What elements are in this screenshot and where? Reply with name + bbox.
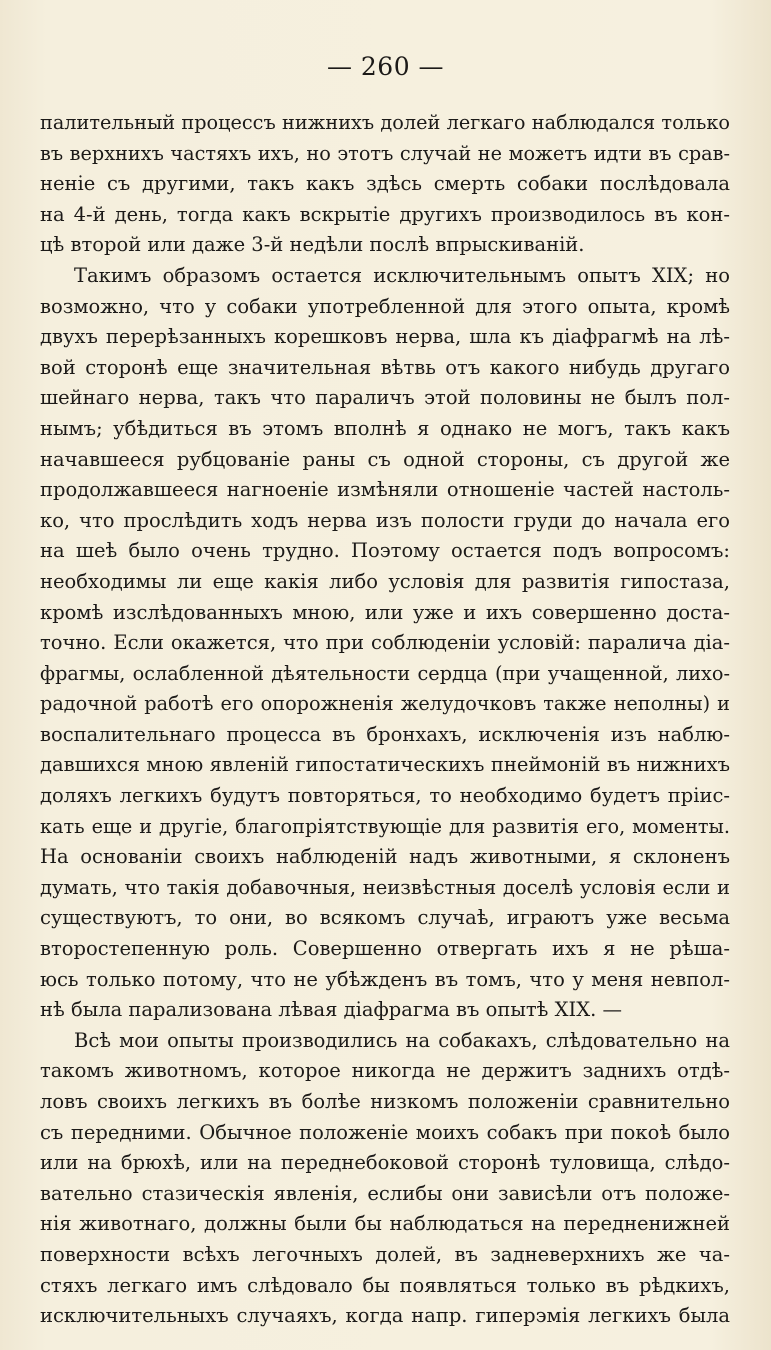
text-line: нѣ была парализована лѣвая діафрагма въ опытѣ XIX. — — [40, 998, 622, 1022]
text-line: такомъ животномъ, которое никогда не держитъ заднихъ отдѣ- — [40, 1059, 730, 1083]
text-line: въ верхнихъ частяхъ ихъ, но этотъ случай не можетъ идти въ срав- — [40, 141, 730, 165]
text-line: ловъ своихъ легкихъ въ болѣе низкомъ положеніи сравнительно — [40, 1090, 730, 1113]
text-line: вательно стазическія явленія, еслибы они зависѣли отъ положе- — [40, 1181, 730, 1205]
text-line: ко, что прослѣдить ходъ нерва изъ полости груди до начала его — [40, 508, 730, 532]
text-line: нія животнаго, должны были бы наблюдаться на передненижней — [40, 1212, 730, 1236]
text-line: продолжавшееся нагноеніе измѣняли отношеніе частей настоль- — [40, 478, 730, 502]
text-line: кромѣ изслѣдованныхъ мною, или уже и ихъ совершенно доста- — [40, 600, 730, 624]
text-line: съ передними. Обычное положеніе моихъ собакъ при покоѣ было — [40, 1120, 730, 1144]
paragraph — [40, 261, 730, 1026]
text-line: существуютъ, то они, во всякомъ случаѣ, играютъ уже весьма — [40, 906, 730, 930]
text-line: палительный процессъ нижнихъ долей легкаго наблюдался только — [40, 111, 730, 134]
text-line: стяхъ легкаго имъ слѣдовало бы появляться только въ рѣдкихъ, — [40, 1273, 730, 1297]
text-line: цѣ второй или даже 3-й недѣли послѣ впрыскиваній. — [40, 233, 585, 257]
paragraph — [40, 108, 730, 261]
text-line: воспалительнаго процесса въ бронхахъ, исключенія изъ наблю- — [40, 722, 730, 746]
text-line: второстепенную роль. Совершенно отвергать ихъ я не рѣша- — [40, 937, 730, 961]
text-line: нымъ; убѣдиться въ этомъ вполнѣ я однако не могъ, такъ какъ — [40, 416, 730, 440]
text-line: Такимъ образомъ остается исключительнымъ опытъ XIX; но — [74, 263, 730, 287]
body-text — [40, 108, 730, 1332]
paragraph — [40, 1026, 730, 1332]
text-line: радочной работѣ его опорожненія желудочковъ также неполны) и — [40, 692, 730, 716]
text-line: доляхъ легкихъ будутъ повторяться, то необходимо будетъ пріис- — [40, 784, 730, 808]
text-line: начавшееся рубцованіе раны съ одной стороны, съ другой же — [40, 447, 730, 471]
text-line: возможно, что у собаки употребленной для этого опыта, кромѣ — [40, 294, 730, 318]
text-line: неніе съ другими, такъ какъ здѣсь смерть собаки послѣдовала — [40, 172, 730, 196]
text-line: вой сторонѣ еще значительная вѣтвь отъ какого нибудь другаго — [40, 355, 730, 379]
text-line: фрагмы, ослабленной дѣятельности сердца (при учащенной, лихо- — [40, 661, 730, 685]
text-line: думать, что такія добавочныя, неизвѣстныя доселѣ условія если и — [40, 875, 730, 899]
text-line: давшихся мною явленій гипостатическихъ пнеймоній въ нижнихъ — [40, 753, 730, 777]
text-line: Всѣ мои опыты производились на собакахъ, слѣдовательно на — [74, 1028, 730, 1052]
text-line: или на брюхѣ, или на переднебоковой сторонѣ туловища, слѣдо- — [40, 1151, 730, 1175]
page-number: — 260 — — [326, 52, 445, 81]
text-line: шейнаго нерва, такъ что параличъ этой половины не былъ пол- — [40, 386, 730, 410]
text-line: исключительныхъ случаяхъ, когда напр. гиперэмія легкихъ была — [40, 1304, 730, 1328]
text-line: на шеѣ было очень трудно. Поэтому остается подъ вопросомъ: — [40, 539, 730, 563]
text-line: необходимы ли еще какія либо условія для развитія гипостаза, — [40, 569, 730, 593]
text-line: кать еще и другіе, благопріятствующіе для развитія его, моменты. — [40, 814, 730, 838]
text-line: двухъ перерѣзанныхъ корешковъ нерва, шла къ діафрагмѣ на лѣ- — [40, 325, 730, 349]
text-line: поверхности всѣхъ легочныхъ долей, въ задневерхнихъ же ча- — [40, 1242, 730, 1266]
text-line: точно. Если окажется, что при соблюденіи условій: паралича діа- — [40, 631, 730, 655]
text-line: На основаніи своихъ наблюденій надъ животными, я склоненъ — [40, 845, 730, 869]
text-line: юсь только потому, что не убѣжденъ въ томъ, что у меня невпол- — [40, 967, 730, 991]
text-line: на 4-й день, тогда какъ вскрытіе другихъ производилось въ кон- — [40, 202, 730, 226]
